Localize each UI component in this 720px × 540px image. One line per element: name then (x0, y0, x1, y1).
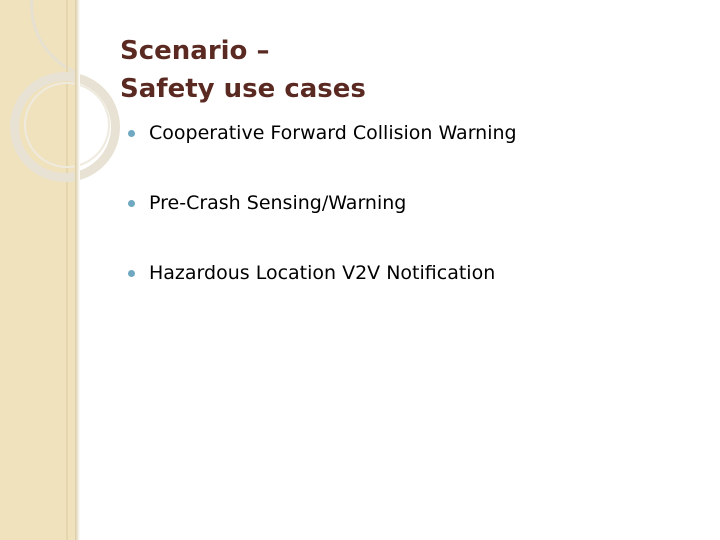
bullet-list (128, 118, 517, 328)
decorative-ring (24, 82, 110, 168)
bullet-item (128, 118, 517, 148)
slide-title-line-2: Safety use cases (120, 74, 366, 104)
bullet-dot-icon (128, 200, 135, 207)
bullet-text: Cooperative Forward Collision Warning (149, 122, 517, 144)
bullet-item (128, 188, 517, 218)
decorative-ring (30, 0, 78, 80)
bullet-dot-icon (128, 130, 135, 137)
slide-title-line-1: Scenario – (120, 36, 270, 66)
bullet-dot-icon (128, 270, 135, 277)
sidebar-edge (75, 0, 80, 540)
bullet-item (128, 258, 517, 288)
bullet-text: Pre-Crash Sensing/Warning (149, 192, 407, 214)
bullet-text: Hazardous Location V2V Notification (149, 262, 496, 284)
slide-title (120, 32, 366, 108)
